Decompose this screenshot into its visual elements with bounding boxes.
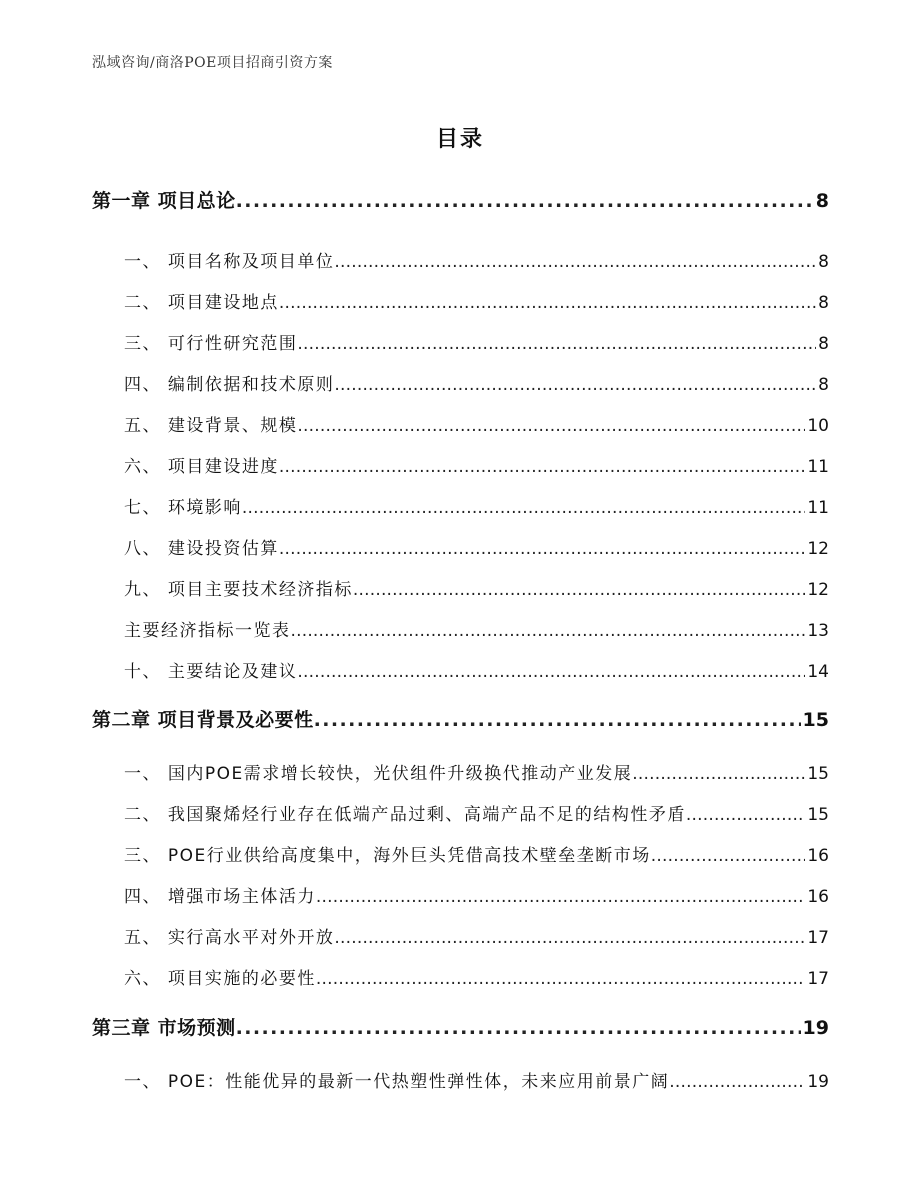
dot-leader	[236, 1017, 801, 1039]
dot-leader	[686, 805, 805, 825]
toc-entry[interactable]	[92, 923, 829, 948]
running-header: 泓域咨询/商洛POE项目招商引资方案	[92, 55, 333, 71]
toc-entry-page: 15	[807, 805, 829, 825]
toc-entry-label: 一、 项目名称及项目单位	[124, 252, 335, 272]
toc-entry[interactable]	[92, 1067, 829, 1092]
toc-entry-page: 14	[807, 662, 829, 682]
toc-entry-page: 16	[807, 887, 829, 907]
dot-leader	[632, 764, 805, 784]
toc-entry[interactable]	[92, 247, 829, 272]
toc-entry-label: 第三章 市场预测	[92, 1017, 236, 1039]
toc-entry-label: 四、 增强市场主体活力	[124, 887, 316, 907]
toc-entry-page: 8	[818, 375, 829, 395]
toc-entry-page: 11	[807, 457, 829, 477]
toc-entry-label: 主要经济指标一览表	[124, 621, 291, 641]
toc-entry-page: 15	[807, 764, 829, 784]
toc-entry-label: 七、 环境影响	[124, 498, 242, 518]
toc-entry-label: 第二章 项目背景及必要性	[92, 709, 314, 731]
toc-entry[interactable]	[92, 575, 829, 600]
toc-entry-page: 19	[807, 1072, 829, 1092]
toc-entry-page: 11	[807, 498, 829, 518]
toc-entry[interactable]	[92, 452, 829, 477]
toc-entry-page: 12	[807, 539, 829, 559]
dot-leader	[279, 539, 805, 559]
toc-entry-page: 12	[807, 580, 829, 600]
toc-entry-label: 十、 主要结论及建议	[124, 662, 298, 682]
toc-entry[interactable]	[92, 616, 829, 641]
toc-entry[interactable]	[92, 288, 829, 313]
toc-entry[interactable]	[92, 882, 829, 907]
toc-entry-label: 一、 国内POE需求增长较快，光伏组件升级换代推动产业发展	[124, 764, 633, 784]
toc-entry-label: 六、 项目建设进度	[124, 457, 279, 477]
toc-entry-page: 13	[807, 621, 829, 641]
toc-entry-chapter-2[interactable]	[92, 705, 829, 732]
toc-entry[interactable]	[92, 329, 829, 354]
toc-entry-label: 二、 项目建设地点	[124, 293, 279, 313]
toc-entry-label: 五、 实行高水平对外开放	[124, 928, 335, 948]
page-title: 目录	[435, 127, 484, 152]
toc-entry-label: 六、 项目实施的必要性	[124, 969, 316, 989]
dot-leader	[297, 662, 805, 682]
toc-entry[interactable]	[92, 964, 829, 989]
toc-entry-page: 10	[807, 416, 829, 436]
toc-entry-page: 8	[815, 190, 829, 212]
dot-leader	[291, 621, 806, 641]
dot-leader	[353, 580, 805, 600]
dot-leader	[242, 498, 805, 518]
toc-entry[interactable]	[92, 411, 829, 436]
toc-entry-label: 九、 项目主要技术经济指标	[124, 580, 353, 600]
dot-leader	[316, 969, 805, 989]
toc-entry[interactable]	[92, 841, 829, 866]
toc-entry[interactable]	[92, 800, 829, 825]
toc-entry-chapter-3[interactable]	[92, 1013, 829, 1040]
toc-entry-chapter-1[interactable]	[92, 186, 829, 213]
toc-entry[interactable]	[92, 759, 829, 784]
dot-leader	[297, 334, 816, 354]
dot-leader	[279, 457, 805, 477]
toc-entry-label: 五、 建设背景、规模	[124, 416, 298, 436]
dot-leader	[314, 709, 801, 731]
dot-leader	[334, 252, 816, 272]
toc-entry-page: 17	[807, 928, 829, 948]
toc-entry[interactable]	[92, 370, 829, 395]
dot-leader	[236, 190, 814, 212]
dot-leader	[334, 928, 805, 948]
toc-entry-page: 19	[802, 1017, 829, 1039]
toc-entry-page: 8	[818, 334, 829, 354]
toc-entry[interactable]	[92, 534, 829, 559]
toc-entry-label: 三、 可行性研究范围	[124, 334, 298, 354]
toc-entry-page: 17	[807, 969, 829, 989]
toc-entry-page: 8	[818, 252, 829, 272]
toc-entry-label: 三、 POE行业供给高度集中，海外巨头凭借高技术壁垒垄断市场	[124, 846, 651, 866]
toc-entry-label: 二、 我国聚烯烃行业存在低端产品过剩、高端产品不足的结构性矛盾	[124, 805, 686, 825]
dot-leader	[669, 1072, 805, 1092]
dot-leader	[297, 416, 805, 436]
dot-leader	[279, 293, 816, 313]
dot-leader	[651, 846, 806, 866]
toc-entry-label: 八、 建设投资估算	[124, 539, 279, 559]
toc-entry-page: 16	[807, 846, 829, 866]
toc-entry[interactable]	[92, 493, 829, 518]
dot-leader	[334, 375, 816, 395]
dot-leader	[316, 887, 805, 907]
toc-entry[interactable]	[92, 657, 829, 682]
toc-entry-label: 第一章 项目总论	[92, 190, 236, 212]
toc-entry-label: 一、 POE：性能优异的最新一代热塑性弹性体，未来应用前景广阔	[124, 1072, 670, 1092]
toc-entry-label: 四、 编制依据和技术原则	[124, 375, 335, 395]
toc-entry-page: 15	[802, 709, 829, 731]
toc-entry-page: 8	[818, 293, 829, 313]
